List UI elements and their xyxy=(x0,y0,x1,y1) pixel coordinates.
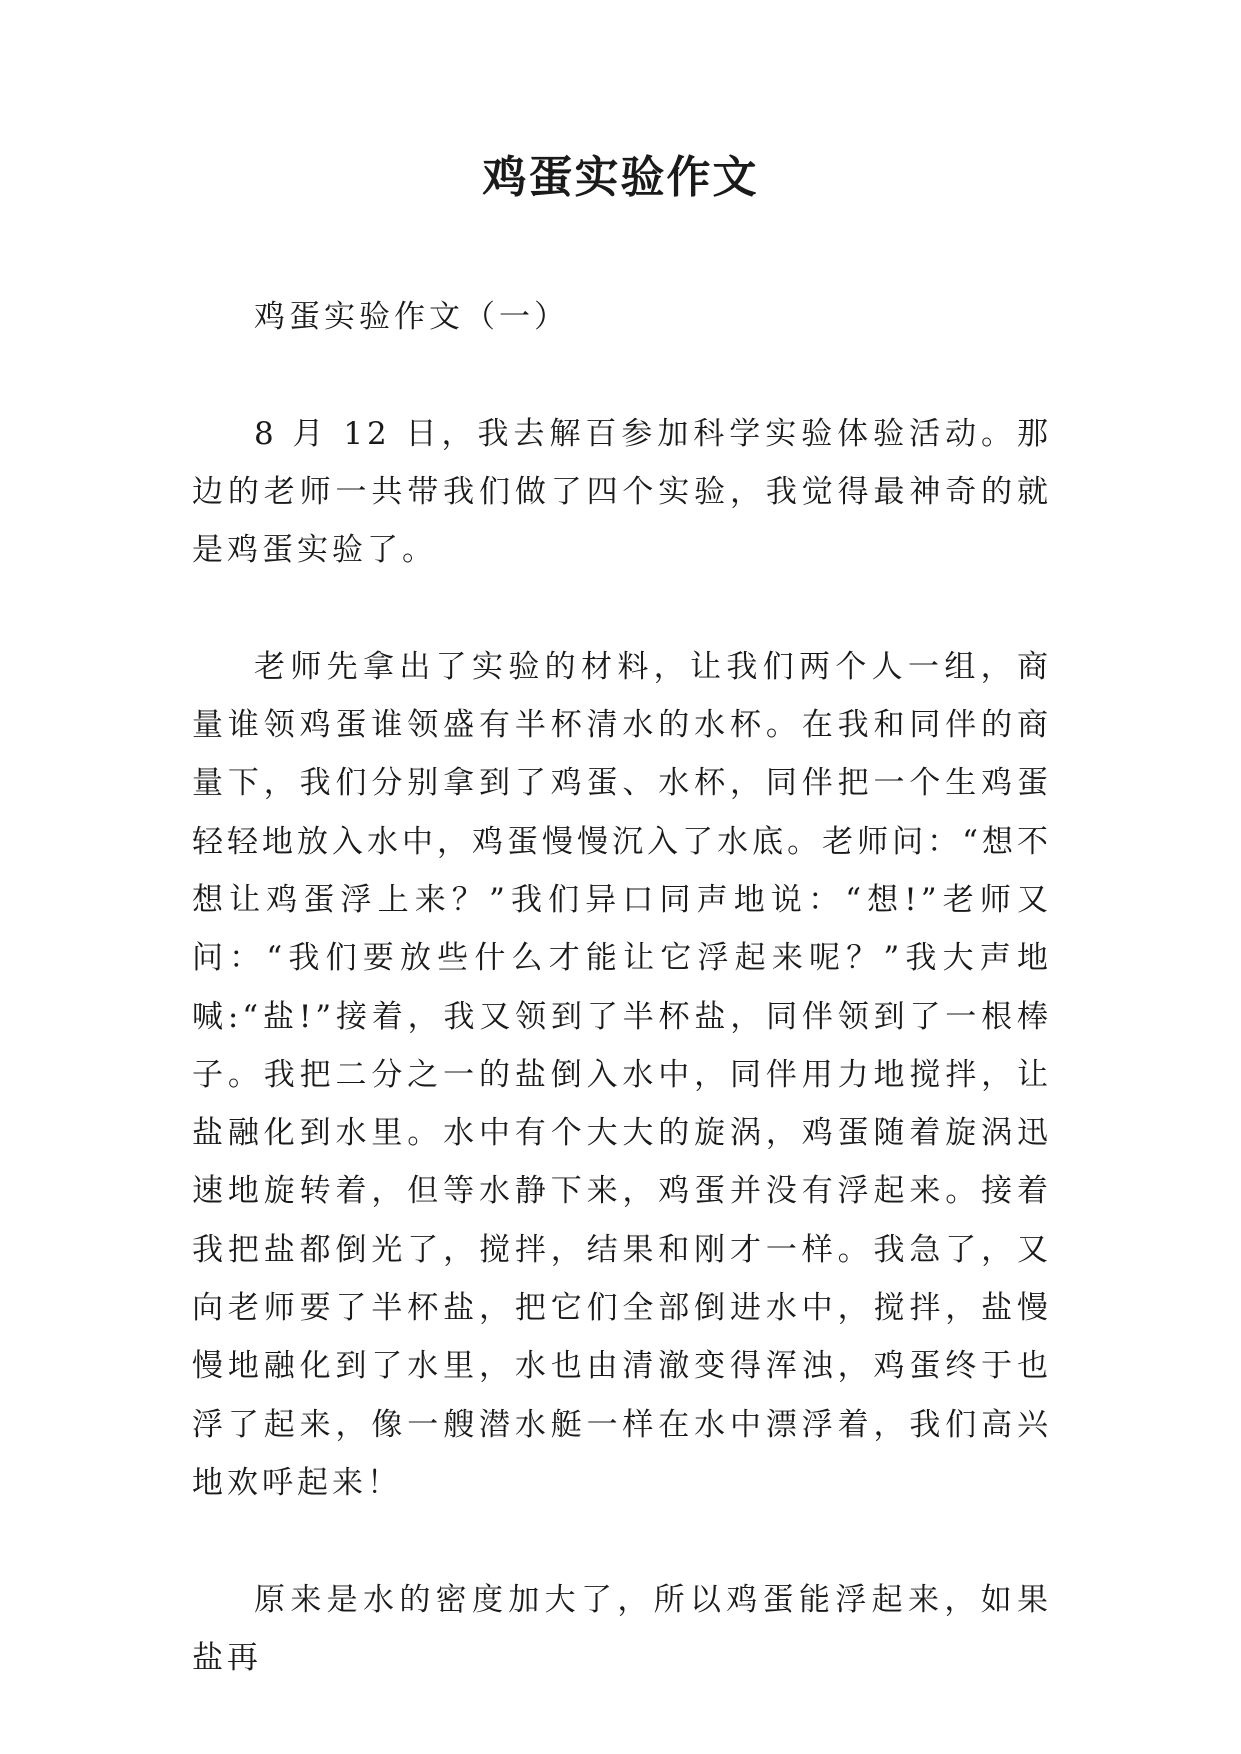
section-subtitle: 鸡蛋实验作文（一） xyxy=(254,299,569,335)
paragraph-3: 原来是水的密度加大了，所以鸡蛋能浮起来，如果盐再 xyxy=(192,1581,1052,1676)
document-body xyxy=(192,288,1052,1687)
paragraph-1: 8 月 12 日，我去解百参加科学实验体验活动。那边的老师一共带我们做了四个实验，我觉得最神奇的就是鸡蛋实验了。 xyxy=(192,415,1052,569)
document-title: 鸡蛋实验作文 xyxy=(482,152,759,203)
paragraph-2: 老师先拿出了实验的材料，让我们两个人一组，商量谁领鸡蛋谁领盛有半杯清水的水杯。在我和同伴的商量下，我们分别拿到了鸡蛋、水杯，同伴把一个生鸡蛋轻轻地放入水中，鸡蛋慢慢沉入了水底。老师问：“想不想让鸡蛋浮上来？”我们异口同声地说：“想!”老师又问：“我们要放些什么才能让它浮起来呢？”我大声地喊:“盐!”接着，我又领到了半杯盐，同伴领到了一根棒子。我把二分之一的盐倒入水中，同伴用力地搅拌，让盐融化到水里。水中有个大大的旋涡，鸡蛋随着旋涡迅速地旋转着，但等水静下来，鸡蛋并没有浮起来。接着我把盐都倒光了，搅拌，结果和刚才一样。我急了，又向老师要了半杯盐，把它们全部倒进水中，搅拌，盐慢慢地融化到了水里，水也由清澈变得浑浊，鸡蛋终于也浮了起来，像一艘潜水艇一样在水中漂浮着，我们高兴地欢呼起来！ xyxy=(192,648,1052,1501)
